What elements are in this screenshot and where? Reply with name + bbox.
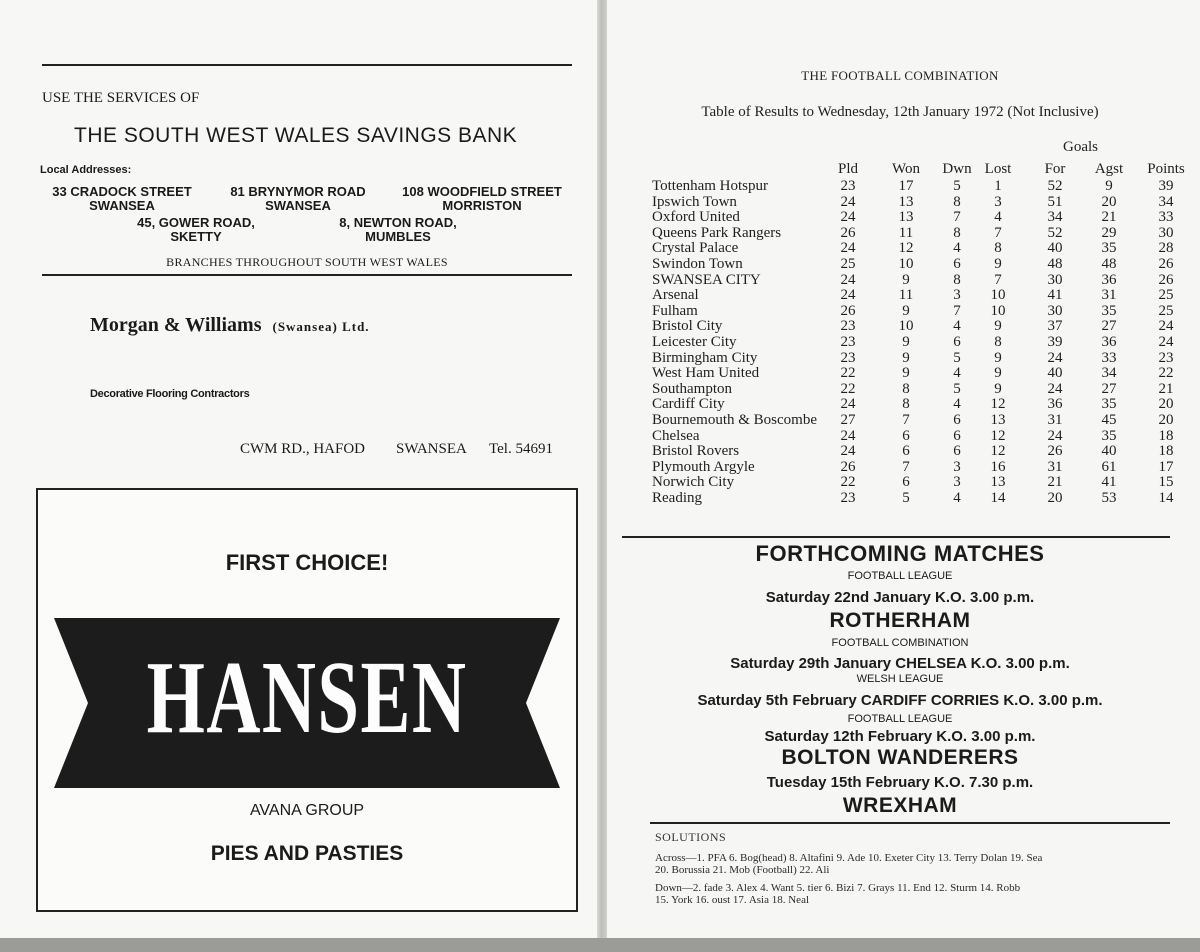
cell-lost: 13 bbox=[990, 474, 1006, 491]
address-newton bbox=[318, 216, 478, 244]
col-header-points: Points bbox=[1147, 161, 1185, 177]
flooring-street: CWM RD., HAFOD bbox=[240, 441, 366, 457]
cell-pld: 24 bbox=[840, 396, 856, 413]
combination-title: THE FOOTBALL COMBINATION bbox=[801, 68, 999, 83]
cell-agst: 35 bbox=[1101, 396, 1117, 413]
cell-pld: 23 bbox=[840, 178, 856, 194]
cell-dwn: 7 bbox=[953, 209, 961, 226]
competition-football-league-2: FOOTBALL LEAGUE bbox=[847, 713, 953, 725]
flooring-town: SWANSEA bbox=[396, 441, 467, 457]
cell-won: 13 bbox=[898, 193, 914, 210]
bottom-edge-shadow bbox=[0, 938, 1200, 952]
cell-lost: 12 bbox=[990, 443, 1006, 460]
cell-dwn: 8 bbox=[953, 271, 961, 288]
cell-for: 34 bbox=[1047, 209, 1063, 226]
cell-won: 10 bbox=[898, 318, 914, 335]
cell-for: 48 bbox=[1047, 256, 1063, 272]
cell-pts: 26 bbox=[1158, 271, 1174, 288]
cell-dwn: 8 bbox=[953, 193, 961, 210]
table-subtitle: Table of Results to Wednesday, 12th January 1972 (Not Inclusive) bbox=[701, 104, 1099, 120]
cell-agst: 41 bbox=[1101, 474, 1117, 491]
cell-dwn: 4 bbox=[953, 318, 961, 335]
col-header-pld: Pld bbox=[837, 161, 858, 177]
cell-lost: 7 bbox=[994, 271, 1002, 288]
cell-dwn: 3 bbox=[953, 287, 961, 304]
cell-agst: 61 bbox=[1101, 458, 1117, 475]
cell-won: 10 bbox=[898, 256, 914, 272]
cell-won: 9 bbox=[902, 365, 910, 382]
cell-dwn: 3 bbox=[953, 458, 961, 475]
col-header-for: For bbox=[1044, 161, 1066, 177]
cell-agst: 34 bbox=[1101, 365, 1117, 382]
cell-for: 24 bbox=[1047, 380, 1063, 397]
cell-won: 11 bbox=[898, 287, 914, 304]
team-name: Bournemouth & Boscombe bbox=[652, 412, 817, 428]
col-header-dwn: Dwn bbox=[942, 161, 972, 177]
cell-pld: 24 bbox=[840, 271, 856, 288]
solutions-line: Across—1. PFA 6. Bog(head) 8. Altafini 9. Ade 10. Exeter City 13. Terry Dolan 19. Sea bbox=[655, 852, 1043, 864]
cell-lost: 9 bbox=[994, 349, 1002, 366]
cell-for: 21 bbox=[1047, 474, 1063, 491]
team-name: Oxford United bbox=[652, 209, 740, 226]
address-line: SWANSEA bbox=[265, 198, 331, 213]
team-name: Tottenham Hotspur bbox=[652, 178, 769, 194]
cell-agst: 40 bbox=[1101, 443, 1117, 460]
fixture-date-rotherham: Saturday 22nd January K.O. 3.00 p.m. bbox=[765, 589, 1035, 606]
cell-dwn: 4 bbox=[953, 365, 961, 382]
cell-pld: 26 bbox=[840, 224, 856, 241]
cell-for: 30 bbox=[1047, 271, 1063, 288]
section-rule bbox=[42, 274, 572, 276]
cell-agst: 33 bbox=[1101, 349, 1117, 366]
cell-dwn: 6 bbox=[953, 443, 961, 460]
bank-name: THE SOUTH WEST WALES SAVINGS BANK bbox=[74, 124, 518, 147]
team-name: Leicester City bbox=[652, 334, 737, 350]
address-line: SKETTY bbox=[170, 229, 222, 244]
cell-pld: 22 bbox=[840, 474, 856, 491]
cell-agst: 27 bbox=[1101, 318, 1117, 335]
cell-lost: 4 bbox=[994, 209, 1002, 226]
cell-dwn: 3 bbox=[953, 474, 961, 491]
cell-agst: 35 bbox=[1101, 240, 1117, 257]
cell-lost: 9 bbox=[994, 318, 1002, 335]
cell-won: 9 bbox=[902, 349, 910, 366]
cell-pld: 23 bbox=[840, 349, 856, 366]
team-name: Reading bbox=[652, 490, 702, 506]
cell-dwn: 8 bbox=[953, 224, 961, 241]
cell-pld: 24 bbox=[840, 443, 856, 460]
fixture-date-wrexham: Tuesday 15th February K.O. 7.30 p.m. bbox=[766, 774, 1034, 791]
top-rule bbox=[42, 64, 572, 66]
cell-pts: 18 bbox=[1158, 427, 1174, 444]
cell-agst: 20 bbox=[1101, 193, 1117, 210]
hansen-brand: HANSEN bbox=[146, 640, 468, 755]
cell-lost: 12 bbox=[990, 427, 1006, 444]
cell-for: 31 bbox=[1047, 458, 1063, 475]
address-brynymor bbox=[218, 185, 378, 213]
cell-dwn: 5 bbox=[953, 349, 961, 366]
cell-pld: 24 bbox=[840, 287, 856, 304]
banner-left-tail bbox=[54, 618, 116, 788]
team-name: Queens Park Rangers bbox=[652, 224, 782, 241]
cell-pld: 24 bbox=[840, 209, 856, 226]
forthcoming-top-rule bbox=[622, 536, 1170, 538]
cell-lost: 8 bbox=[994, 240, 1002, 257]
cell-for: 31 bbox=[1047, 412, 1063, 428]
cell-for: 51 bbox=[1047, 193, 1063, 210]
cell-dwn: 4 bbox=[953, 396, 961, 413]
team-name: Plymouth Argyle bbox=[652, 458, 755, 475]
cell-for: 24 bbox=[1047, 349, 1063, 366]
cell-lost: 3 bbox=[994, 193, 1002, 210]
fixture-date-bolton: Saturday 12th February K.O. 3.00 p.m. bbox=[764, 728, 1036, 745]
competition-football-combination: FOOTBALL COMBINATION bbox=[831, 637, 969, 649]
cell-dwn: 4 bbox=[953, 490, 961, 506]
opponent-wrexham: WREXHAM bbox=[842, 794, 958, 817]
cell-lost: 8 bbox=[994, 334, 1002, 350]
hansen-group: AVANA GROUP bbox=[249, 802, 365, 819]
goals-header: Goals bbox=[1063, 139, 1098, 155]
cell-pts: 39 bbox=[1158, 178, 1174, 194]
cell-for: 30 bbox=[1047, 302, 1063, 319]
solutions-line: 20. Borussia 21. Mob (Football) 22. Ali bbox=[655, 864, 830, 876]
cell-pld: 26 bbox=[840, 458, 856, 475]
cell-won: 7 bbox=[902, 412, 910, 428]
cell-pld: 27 bbox=[840, 412, 856, 428]
cell-won: 6 bbox=[902, 427, 910, 444]
cell-pts: 24 bbox=[1158, 334, 1174, 350]
cell-for: 37 bbox=[1047, 318, 1063, 335]
hansen-products: PIES AND PASTIES bbox=[210, 842, 404, 865]
cell-lost: 9 bbox=[994, 365, 1002, 382]
team-name: Norwich City bbox=[652, 474, 735, 491]
cell-pts: 25 bbox=[1158, 287, 1174, 304]
solutions-heading: SOLUTIONS bbox=[655, 830, 727, 844]
banner-right-tail bbox=[498, 618, 560, 788]
cell-won: 9 bbox=[902, 302, 910, 319]
cell-for: 24 bbox=[1047, 427, 1063, 444]
cell-pts: 30 bbox=[1158, 224, 1174, 241]
cell-agst: 36 bbox=[1101, 271, 1117, 288]
local-addresses-label: Local Addresses: bbox=[40, 164, 132, 176]
solutions-line: 15. York 16. oust 17. Asia 18. Neal bbox=[655, 894, 810, 906]
opponent-rotherham: ROTHERHAM bbox=[829, 609, 971, 632]
cell-pts: 20 bbox=[1158, 412, 1174, 428]
address-gower bbox=[116, 216, 276, 244]
hansen-headline: FIRST CHOICE! bbox=[225, 550, 389, 575]
address-line: MUMBLES bbox=[365, 229, 431, 244]
cell-dwn: 6 bbox=[953, 412, 961, 428]
cell-for: 39 bbox=[1047, 334, 1063, 350]
cell-dwn: 5 bbox=[953, 178, 961, 194]
address-line: SWANSEA bbox=[89, 198, 155, 213]
cell-lost: 9 bbox=[994, 380, 1002, 397]
address-line: MORRISTON bbox=[442, 198, 522, 213]
team-name: Cardiff City bbox=[652, 396, 725, 413]
cell-pts: 22 bbox=[1158, 365, 1174, 382]
cell-pts: 15 bbox=[1158, 474, 1174, 491]
cell-won: 7 bbox=[902, 458, 910, 475]
col-header-won: Won bbox=[892, 161, 920, 177]
address-line: 8, NEWTON ROAD, bbox=[339, 215, 457, 230]
team-name: Arsenal bbox=[652, 287, 699, 304]
cell-won: 17 bbox=[898, 178, 914, 194]
cell-won: 8 bbox=[902, 380, 910, 397]
cell-won: 5 bbox=[902, 490, 910, 506]
cell-lost: 16 bbox=[990, 458, 1006, 475]
company-suffix: (Swansea) Ltd. bbox=[272, 319, 370, 334]
cell-for: 40 bbox=[1047, 365, 1063, 382]
competition-football-league: FOOTBALL LEAGUE bbox=[847, 570, 953, 582]
cell-pld: 24 bbox=[840, 193, 856, 210]
cell-pld: 23 bbox=[840, 318, 856, 335]
cell-lost: 13 bbox=[990, 412, 1006, 428]
address-line: 33 CRADOCK STREET bbox=[52, 184, 192, 199]
flooring-company bbox=[90, 314, 370, 337]
cell-agst: 36 bbox=[1101, 334, 1117, 350]
cell-won: 6 bbox=[902, 443, 910, 460]
team-name: Bristol Rovers bbox=[652, 443, 740, 460]
cell-agst: 9 bbox=[1105, 178, 1113, 194]
team-name: West Ham United bbox=[652, 365, 760, 382]
cell-pld: 24 bbox=[840, 240, 856, 257]
forthcoming-heading: FORTHCOMING MATCHES bbox=[755, 541, 1045, 566]
cell-pts: 20 bbox=[1158, 396, 1174, 413]
cell-agst: 21 bbox=[1101, 209, 1117, 226]
cell-dwn: 6 bbox=[953, 334, 961, 350]
cell-agst: 48 bbox=[1101, 256, 1117, 272]
cell-won: 12 bbox=[898, 240, 914, 257]
team-name: Crystal Palace bbox=[652, 240, 739, 257]
bank-intro: USE THE SERVICES OF bbox=[42, 90, 200, 106]
cell-agst: 27 bbox=[1101, 380, 1117, 397]
team-name: Bristol City bbox=[652, 318, 723, 335]
cell-dwn: 6 bbox=[953, 256, 961, 272]
cell-lost: 14 bbox=[990, 490, 1006, 506]
address-line: 45, GOWER ROAD, bbox=[137, 215, 255, 230]
cell-pts: 34 bbox=[1158, 193, 1174, 210]
team-name: Birmingham City bbox=[652, 349, 758, 366]
cell-won: 11 bbox=[898, 224, 914, 241]
team-name: Ipswich Town bbox=[652, 193, 737, 210]
flooring-tagline: Decorative Flooring Contractors bbox=[90, 388, 250, 400]
cell-won: 8 bbox=[902, 396, 910, 413]
flooring-tel: Tel. 54691 bbox=[489, 441, 553, 457]
cell-won: 9 bbox=[902, 271, 910, 288]
cell-agst: 29 bbox=[1101, 224, 1117, 241]
cell-pld: 23 bbox=[840, 490, 856, 506]
hansen-ad bbox=[36, 488, 578, 912]
cell-agst: 45 bbox=[1101, 412, 1117, 428]
solutions-line: Down—2. fade 3. Alex 4. Want 5. tier 6. Bizi 7. Grays 11. End 12. Sturm 14. Robb bbox=[655, 882, 1021, 894]
company-name: Morgan & Williams bbox=[90, 314, 262, 336]
fixture-cardiff-corries: Saturday 5th February CARDIFF CORRIES K.O. 3.00 p.m. bbox=[697, 692, 1103, 709]
address-line: 108 WOODFIELD STREET bbox=[402, 184, 562, 199]
cell-agst: 35 bbox=[1101, 302, 1117, 319]
opponent-bolton: BOLTON WANDERERS bbox=[781, 746, 1019, 769]
branches-note: BRANCHES THROUGHOUT SOUTH WEST WALES bbox=[166, 255, 448, 269]
cell-for: 52 bbox=[1047, 178, 1063, 194]
team-name: Southampton bbox=[652, 380, 733, 397]
cell-pts: 26 bbox=[1158, 256, 1174, 272]
solutions-across bbox=[655, 852, 1042, 876]
cell-pts: 17 bbox=[1158, 458, 1174, 475]
cell-pld: 22 bbox=[840, 365, 856, 382]
cell-pts: 33 bbox=[1158, 209, 1174, 226]
cell-pld: 23 bbox=[840, 334, 856, 350]
address-cradock bbox=[42, 185, 202, 213]
address-line: 81 BRYNYMOR ROAD bbox=[230, 184, 366, 199]
solutions-rule bbox=[650, 822, 1170, 824]
cell-lost: 1 bbox=[994, 178, 1002, 194]
cell-dwn: 5 bbox=[953, 380, 961, 397]
cell-dwn: 4 bbox=[953, 240, 961, 257]
col-header-agst: Agst bbox=[1094, 161, 1124, 177]
cell-for: 36 bbox=[1047, 396, 1063, 413]
cell-lost: 7 bbox=[994, 224, 1002, 241]
team-name: Chelsea bbox=[652, 427, 700, 444]
cell-won: 13 bbox=[898, 209, 914, 226]
address-woodfield bbox=[392, 185, 572, 213]
cell-pts: 18 bbox=[1158, 443, 1174, 460]
team-name: SWANSEA CITY bbox=[652, 271, 761, 288]
team-name: Swindon Town bbox=[652, 256, 743, 272]
cell-lost: 12 bbox=[990, 396, 1006, 413]
cell-for: 20 bbox=[1047, 490, 1063, 506]
team-name: Fulham bbox=[652, 302, 698, 319]
cell-lost: 10 bbox=[990, 302, 1006, 319]
cell-lost: 9 bbox=[994, 256, 1002, 272]
cell-agst: 35 bbox=[1101, 427, 1117, 444]
cell-pts: 14 bbox=[1158, 490, 1174, 506]
cell-won: 9 bbox=[902, 334, 910, 350]
solutions-down bbox=[655, 882, 1020, 906]
cell-pts: 25 bbox=[1158, 302, 1174, 319]
col-header-lost: Lost bbox=[984, 161, 1012, 177]
cell-lost: 10 bbox=[990, 287, 1006, 304]
cell-pld: 22 bbox=[840, 380, 856, 397]
cell-pts: 24 bbox=[1158, 318, 1174, 335]
cell-pld: 26 bbox=[840, 302, 856, 319]
cell-dwn: 7 bbox=[953, 302, 961, 319]
cell-pts: 23 bbox=[1158, 349, 1174, 366]
cell-for: 52 bbox=[1047, 224, 1063, 241]
cell-pld: 24 bbox=[840, 427, 856, 444]
competition-welsh-league: WELSH LEAGUE bbox=[856, 673, 944, 685]
cell-won: 6 bbox=[902, 474, 910, 491]
cell-agst: 53 bbox=[1101, 490, 1117, 506]
cell-for: 26 bbox=[1047, 443, 1063, 460]
cell-dwn: 6 bbox=[953, 427, 961, 444]
cell-agst: 31 bbox=[1101, 287, 1117, 304]
cell-pts: 21 bbox=[1158, 380, 1174, 397]
cell-for: 40 bbox=[1047, 240, 1063, 257]
cell-pts: 28 bbox=[1158, 240, 1174, 257]
cell-pld: 25 bbox=[840, 256, 856, 272]
cell-for: 41 bbox=[1047, 287, 1063, 304]
fixture-chelsea: Saturday 29th January CHELSEA K.O. 3.00 p.m. bbox=[730, 655, 1070, 672]
